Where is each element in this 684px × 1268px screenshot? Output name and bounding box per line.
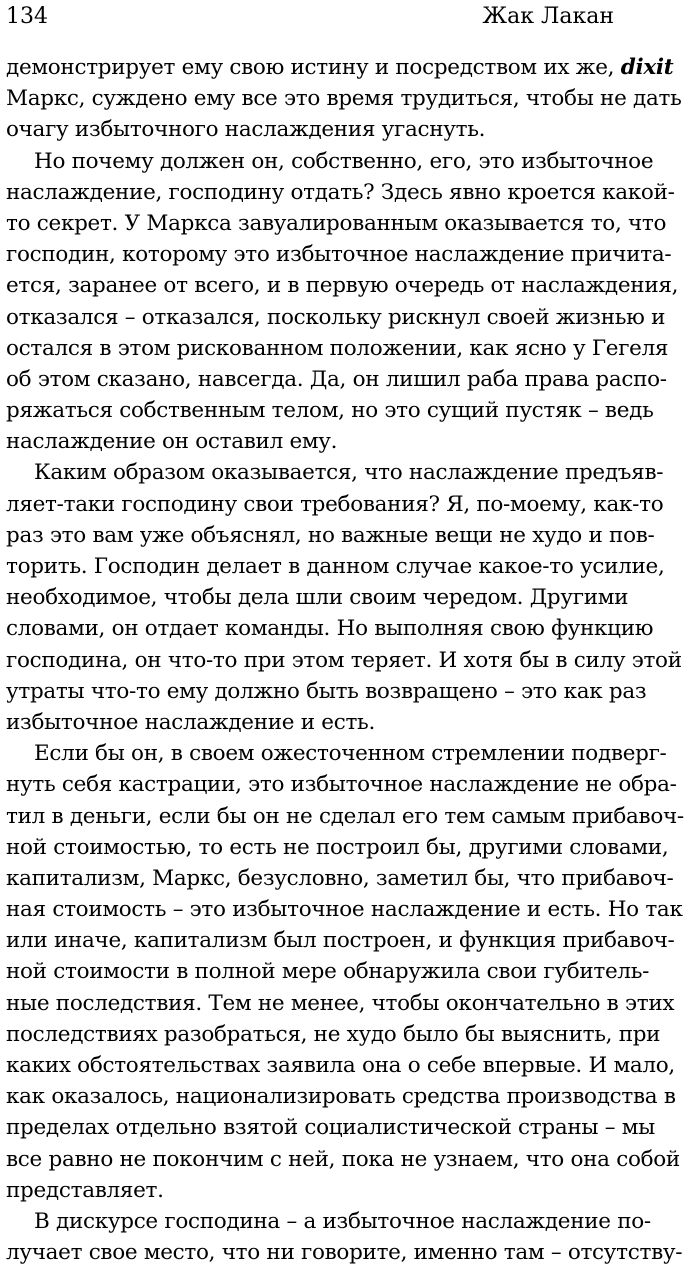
text-line: господин, которому это избыточное наслаждение причита-	[6, 242, 672, 268]
text-line: лучает свое место, что ни говорите, именно там – отсутству-	[6, 1240, 683, 1266]
text-line: наслаждение он оставил ему.	[6, 429, 338, 455]
text-line: последствиях разобраться, не худо было бы выяснить, при	[6, 1021, 661, 1047]
text-line: господина, он что-то при этом теряет. И хотя бы в силу этой	[6, 647, 682, 673]
text-line: ная стоимость – это избыточное наслаждение и есть. Но так	[6, 897, 683, 923]
text-line: избыточное наслаждение и есть.	[6, 709, 375, 735]
text-line: как оказалось, национализировать средства производства в	[6, 1084, 676, 1110]
text-line: Но почему должен он, собственно, его, это избыточное	[34, 148, 654, 174]
text-line: об этом сказано, навсегда. Да, он лишил раба права распо-	[6, 366, 667, 392]
text-line: утраты что-то ему должно быть возвращено – это как раз	[6, 678, 647, 704]
text-line: нуть себя кастрации, это избыточное наслаждение не обра-	[6, 772, 677, 798]
text-line: отказался – отказался, поскольку рискнул своей жизнью и	[6, 304, 666, 330]
text-line: ляет-таки господину свои требования? Я, по-моему, как-то	[6, 491, 664, 517]
text-line: то секрет. У Маркса завуалированным оказывается то, что	[6, 210, 667, 236]
text-line: тил в деньги, если бы он не сделал его тем самым прибавоч-	[6, 803, 684, 829]
text-line: ется, заранее от всего, и в первую очередь от наслаждения,	[6, 273, 679, 299]
text-line: остался в этом рискованном положении, как ясно у Гегеля	[6, 335, 669, 361]
page-header	[6, 4, 614, 34]
text-line: необходимое, чтобы дела шли своим чередом. Другими	[6, 585, 629, 611]
text-line: Если бы он, в своем ожесточенном стремлении подверг-	[34, 741, 667, 767]
text-line: торить. Господин делает в данном случае какое-то усилие,	[6, 554, 665, 579]
text-line: Маркс, суждено ему все это время трудиться, чтобы не дать	[6, 86, 682, 112]
text-line: В дискурсе господина – а избыточное наслаждение по-	[34, 1208, 651, 1234]
body-text	[6, 52, 684, 1268]
text-line: каких обстоятельствах заявила она о себе впервые. И мало,	[6, 1053, 675, 1078]
text-line: капитализм, Маркс, безусловно, заметил бы, что прибавоч-	[6, 865, 674, 891]
text-line: раз это вам уже объяснял, но важные вещи не худо и пов-	[6, 522, 655, 548]
text-line: словами, он отдает команды. Но выполняя свою функцию	[6, 616, 654, 642]
text-line: ной стоимости в полной мере обнаружила свои губитель-	[6, 959, 650, 985]
text-line: Каким образом оказывается, что наслаждение предъяв-	[34, 460, 664, 486]
text-line: все равно не покончим с ней, пока не узнаем, что она собой	[6, 1146, 680, 1172]
text-line: или иначе, капитализм был построен, и функция прибавоч-	[6, 928, 675, 954]
running-head: Жак Лакан	[482, 4, 614, 29]
italic-word: dixit	[620, 55, 674, 80]
text-line: ной стоимостью, то есть не построил бы, другими словами,	[6, 834, 669, 860]
text-line: наслаждение, господину отдать? Здесь явно кроется какой-	[6, 179, 675, 205]
text-line: ные последствия. Тем не менее, чтобы окончательно в этих	[6, 990, 675, 1016]
text-line: демонстрирует ему свою истину и посредством их же, dixit	[6, 55, 674, 80]
text-line: представляет.	[6, 1177, 164, 1203]
text-line: пределах отдельно взятой социалистической страны – мы	[6, 1115, 655, 1141]
page-number: 134	[6, 4, 48, 29]
text-line: ряжаться собственным телом, но это сущий пустяк – ведь	[6, 398, 654, 424]
text-line: очагу избыточного наслаждения угаснуть.	[6, 117, 486, 143]
